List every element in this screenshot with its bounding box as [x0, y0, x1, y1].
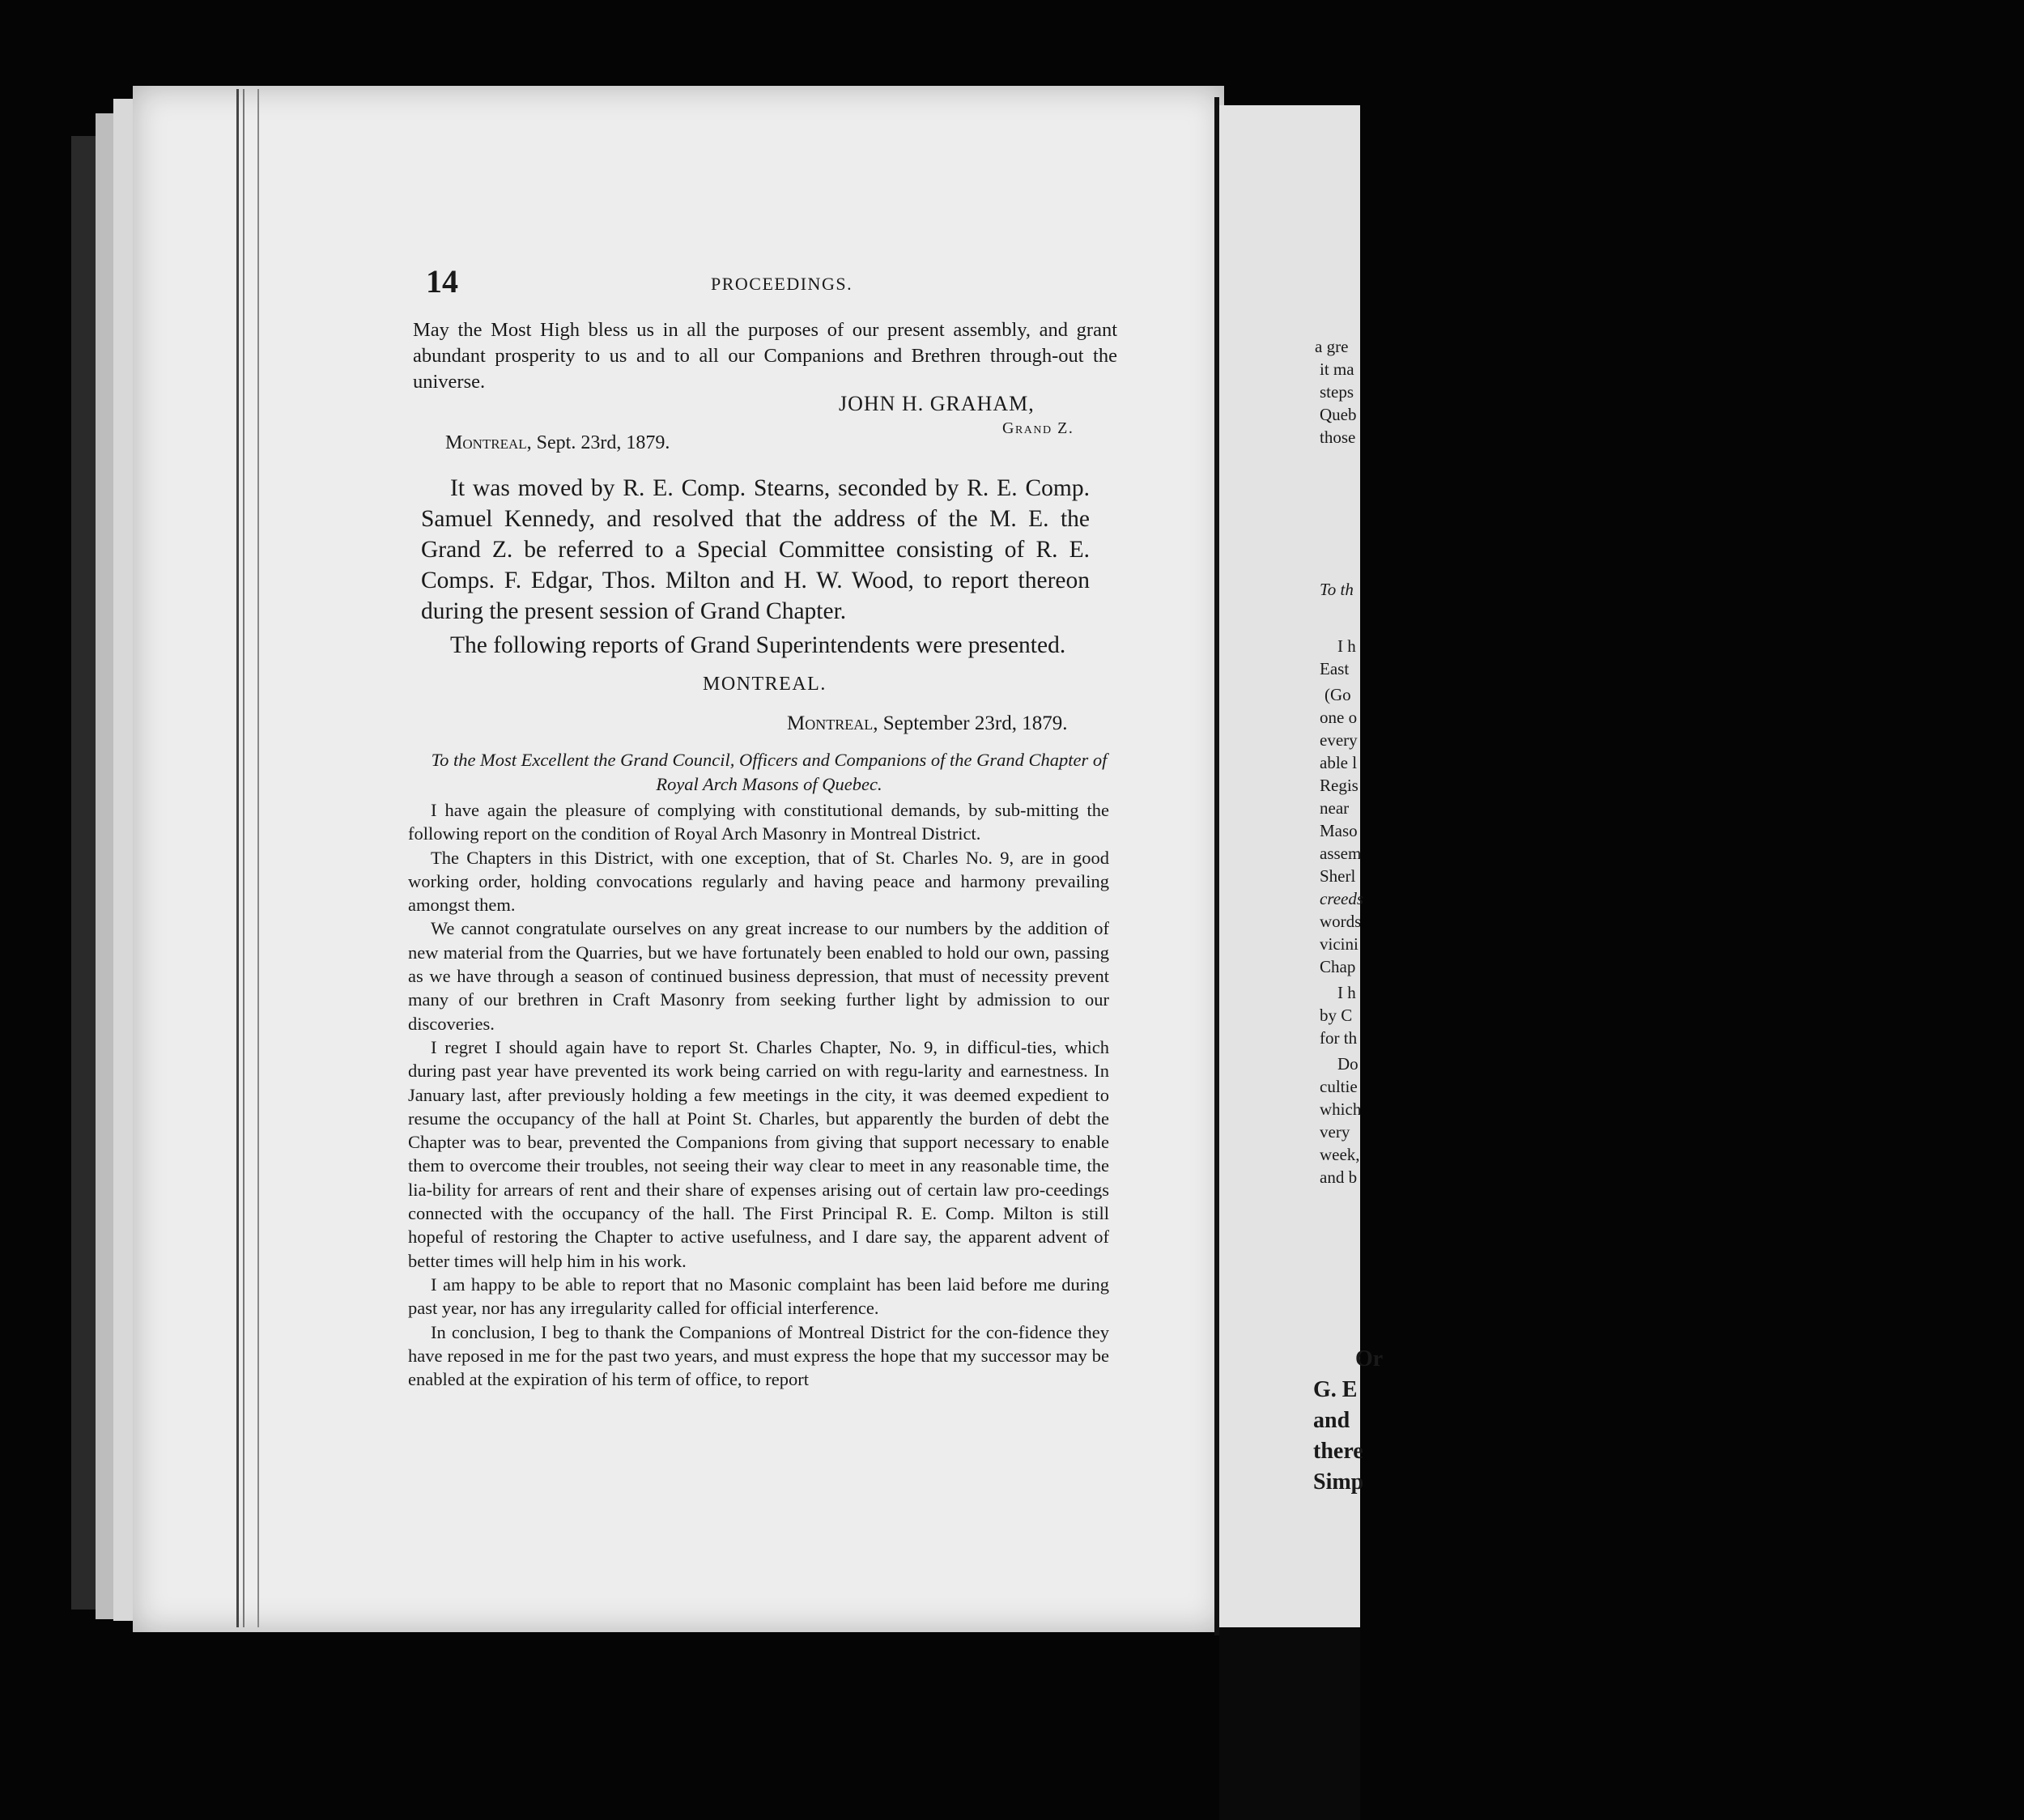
facing-line: I h: [1337, 636, 1356, 656]
report-address: To the Most Excellent the Grand Council, Officers and Companions of the Grand Chapter of Royal Arch Masons of Quebec.: [431, 750, 1108, 794]
facing-line: Queb: [1320, 405, 1357, 424]
facing-line: steps: [1320, 382, 1354, 402]
report-paragraph: I am happy to be able to report that no Masonic complaint has been laid before me during past year, nor has any irregularity called for official interference.: [408, 1274, 1109, 1319]
facing-line: and b: [1320, 1167, 1358, 1187]
dateline-date: Sept. 23rd, 1879.: [536, 432, 670, 453]
facing-line: assem: [1320, 844, 1362, 863]
dateline-place: Montreal,: [787, 712, 878, 734]
dark-background: [0, 1644, 1360, 1820]
facing-line: I h: [1337, 983, 1356, 1002]
facing-line: one o: [1320, 708, 1358, 727]
facing-line: cultie: [1320, 1077, 1358, 1096]
closing-prayer: May the Most High bless us in all the purposes of our present assembly, and grant abundant prosperity to us and to all our Companions and Brethren through-out the universe.: [413, 319, 1117, 393]
facing-line: creeds: [1320, 889, 1364, 908]
facing-line: G. E: [1313, 1377, 1358, 1402]
signature-title: Grand Z.: [1002, 419, 1074, 437]
signature-name: JOHN H. GRAHAM,: [839, 392, 1035, 415]
facing-line: and: [1313, 1408, 1350, 1433]
facing-line: words: [1320, 912, 1362, 931]
facing-line: a gre: [1315, 337, 1349, 356]
report-body: [408, 798, 1109, 1391]
motion-resolution: It was moved by R. E. Comp. Stearns, seconded by R. E. Comp. Samuel Kennedy, and resolved that the address of the M. E. the Grand Z. be referred to a Special Committee consisting of R. E. Comps. F. Edgar, Thos. Milton and H. W. Wood, to report thereon during the present session of Grand Chapter.: [421, 475, 1090, 624]
facing-page: [1219, 105, 1384, 1644]
page-number: 14: [426, 263, 458, 300]
facing-line: every: [1320, 730, 1358, 750]
section-title: MONTREAL.: [703, 674, 827, 695]
reports-intro: The following reports of Grand Superintendents were presented.: [450, 632, 1066, 658]
report-paragraph: In conclusion, I beg to thank the Companions of Montreal District for the con-fidence they have reposed in me for the past two years, and must express the hope that my successor may be enabled at the expiration of his term of office, to report: [408, 1321, 1109, 1390]
facing-line: To th: [1320, 580, 1354, 599]
dateline-place: Montreal,: [445, 432, 532, 453]
report-dateline: [787, 712, 1067, 735]
report-paragraph: We cannot congratulate ourselves on any great increase to our numbers by the addition of new material from the Quarries, but we have fortunately been enabled to hold our own, passing as we have through a season of continued business depression, that must of necessity prevent many of our brethren in Craft Masonry from seeking further light by admission to our discoveries.: [408, 918, 1109, 1034]
report-paragraph: I regret I should again have to report St. Charles Chapter, No. 9, in difficul-ties, which during past year have prevented its work being carried on with regu-larity and earnestness. In January last, after previously holding a few meetings in the city, it was deemed expedient to resume the occupancy of the hall at Point St. Charles, but apparently the burden of debt the Chapter was to bear, prevented the Companions from giving that support necessary to enable them to overcome their troubles, not seeing their way clear to meet in any reasonable time, the lia-bility for arrears of rent and their share of expenses arising out of certain law pro-ceedings connected with the occupancy of the hall. The First Principal R. E. Comp. Milton is still hopeful of restoring the Chapter to active usefulness, and I dare say, the apparent advent of better times will help him in his work.: [408, 1036, 1109, 1271]
facing-line: vicini: [1320, 934, 1359, 954]
facing-line: Regis: [1320, 776, 1359, 795]
facing-line: able l: [1320, 753, 1358, 772]
facing-line: Maso: [1320, 821, 1358, 840]
facing-line: Or: [1355, 1346, 1384, 1371]
facing-line: Chap: [1320, 957, 1356, 976]
facing-line: those: [1320, 427, 1356, 447]
facing-line: near: [1320, 798, 1350, 818]
facing-line: (Go: [1325, 685, 1351, 704]
facing-line: it ma: [1320, 359, 1354, 379]
report-paragraph: I have again the pleasure of complying with constitutional demands, by sub-mitting the following report on the condition of Royal Arch Masonry in Montreal District.: [408, 800, 1109, 844]
running-head: PROCEEDINGS.: [711, 274, 853, 294]
facing-line: East: [1320, 659, 1350, 678]
binding-line: [243, 89, 244, 1627]
facing-line: Simp: [1313, 1469, 1364, 1495]
facing-line: by C: [1320, 1006, 1353, 1025]
facing-line: there: [1313, 1439, 1363, 1464]
facing-line: week,: [1320, 1145, 1360, 1164]
dateline-date: September 23rd, 1879.: [882, 712, 1068, 734]
report-paragraph: The Chapters in this District, with one exception, that of St. Charles No. 9, are in good working order, holding convocations regularly and having peace and harmony prevailing amongst them.: [408, 847, 1109, 916]
facing-line: Sherl: [1320, 866, 1356, 886]
facing-line: Do: [1337, 1054, 1359, 1074]
opening-dateline: [445, 432, 670, 454]
facing-page-shadow: [1219, 1627, 1360, 1820]
binding-line: [236, 89, 239, 1627]
facing-line: for th: [1320, 1028, 1358, 1048]
facing-line: very: [1320, 1122, 1350, 1142]
binding-line: [257, 89, 259, 1627]
facing-line: which: [1320, 1099, 1362, 1119]
